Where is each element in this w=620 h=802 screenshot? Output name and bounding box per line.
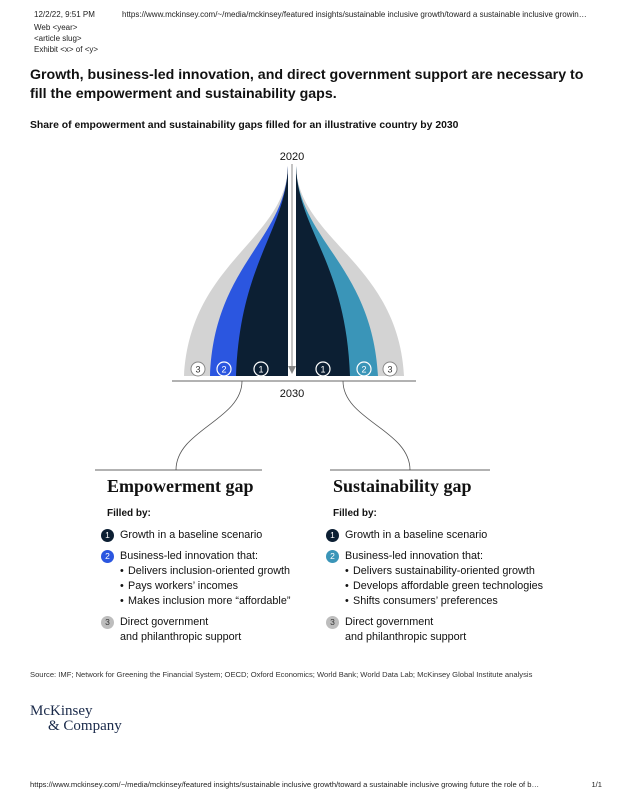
footer-page-number: 1/1 bbox=[591, 780, 602, 789]
empowerment-badge-1: 1 bbox=[101, 529, 114, 542]
sustainability-item-1 bbox=[326, 528, 596, 543]
sustainability-sub-1: • Delivers sustainability-oriented growth bbox=[345, 564, 596, 579]
source-note: Source: IMF; Network for Greening the Financial System; OECD; Oxford Economics; World Bank; World Data Lab; McKinsey Global Institute analysis bbox=[30, 670, 533, 679]
timeline-arrow-head bbox=[288, 366, 296, 374]
sustainability-item-3 bbox=[326, 615, 596, 645]
left-connector bbox=[176, 381, 242, 470]
empowerment-item-3-text: Direct government bbox=[120, 616, 209, 628]
empowerment-item-1-text: Growth in a baseline scenario bbox=[120, 529, 263, 541]
print-footer bbox=[30, 780, 602, 789]
footer-url: https://www.mckinsey.com/~/media/mckinsey/featured insights/sustainable inclusive growth/toward a sustainable inclusive growing future the role of b… bbox=[30, 780, 540, 789]
right-connector bbox=[343, 381, 410, 470]
exhibit-meta bbox=[34, 22, 98, 55]
empowerment-item-3-text-2: and philanthropic support bbox=[120, 631, 242, 643]
empowerment-sub-1: • Delivers inclusion-oriented growth bbox=[120, 564, 351, 579]
meta-line-1: Web <year> bbox=[34, 23, 78, 32]
empowerment-sub-3: • Makes inclusion more “affordable” bbox=[120, 594, 351, 609]
sustainability-item-3-text: Direct government bbox=[345, 616, 434, 628]
sustainability-sub-3: • Shifts consumers’ preferences bbox=[345, 594, 596, 609]
empowerment-legend bbox=[101, 528, 351, 651]
sustainability-filled-by: Filled by: bbox=[333, 508, 377, 519]
empowerment-badge-2: 2 bbox=[101, 550, 114, 563]
empowerment-sub-2: • Pays workers’ incomes bbox=[120, 579, 351, 594]
sustainability-gap-title: Sustainability gap bbox=[333, 476, 472, 496]
logo-line-1: McKinsey bbox=[30, 703, 93, 719]
left-badge-1-label: 1 bbox=[258, 364, 264, 375]
sustainability-item-2-text: Business-led innovation that: bbox=[345, 550, 484, 562]
empowerment-item-2-text: Business-led innovation that: bbox=[120, 550, 259, 562]
sustainability-legend bbox=[326, 528, 596, 651]
exhibit-subhead: Share of empowerment and sustainability gaps filled for an illustrative country by 2030 bbox=[30, 120, 459, 131]
right-badge-1-label: 1 bbox=[320, 364, 326, 375]
gap-diagram bbox=[0, 140, 620, 485]
year-bottom-label: 2030 bbox=[279, 388, 305, 400]
exhibit-headline: Growth, business-led innovation, and direct government support are necessary to fill the empowerment and sustainability gaps. bbox=[30, 67, 584, 102]
empowerment-filled-by: Filled by: bbox=[107, 508, 151, 519]
sustainability-sub-2: • Develops affordable green technologies bbox=[345, 579, 596, 594]
sustainability-badge-3: 3 bbox=[326, 616, 339, 629]
empowerment-item-1 bbox=[101, 528, 351, 543]
empowerment-item-2 bbox=[101, 549, 351, 609]
sustainability-item-3-text-2: and philanthropic support bbox=[345, 631, 467, 643]
logo-line-2: & Company bbox=[48, 718, 122, 734]
year-top-label: 2020 bbox=[279, 151, 305, 163]
meta-line-2: <article slug> bbox=[34, 34, 82, 43]
meta-line-3: Exhibit <x> of <y> bbox=[34, 45, 99, 54]
right-badge-3-label: 3 bbox=[387, 364, 393, 375]
empowerment-gap-title: Empowerment gap bbox=[107, 476, 254, 496]
left-badge-3-label: 3 bbox=[195, 364, 201, 375]
empowerment-badge-3: 3 bbox=[101, 616, 114, 629]
right-badge-2-label: 2 bbox=[361, 364, 367, 375]
left-badge-2-label: 2 bbox=[221, 364, 227, 375]
print-date: 12/2/22, 9:51 PM bbox=[34, 10, 95, 19]
sustainability-item-1-text: Growth in a baseline scenario bbox=[345, 529, 488, 541]
print-url: https://www.mckinsey.com/~/media/mckinsey/featured insights/sustainable inclusive growth/toward a sustainable inclusive growin… bbox=[122, 10, 587, 19]
sustainability-badge-2: 2 bbox=[326, 550, 339, 563]
sustainability-badge-1: 1 bbox=[326, 529, 339, 542]
sustainability-item-2 bbox=[326, 549, 596, 609]
empowerment-item-3 bbox=[101, 615, 351, 645]
mckinsey-logo bbox=[30, 704, 122, 734]
